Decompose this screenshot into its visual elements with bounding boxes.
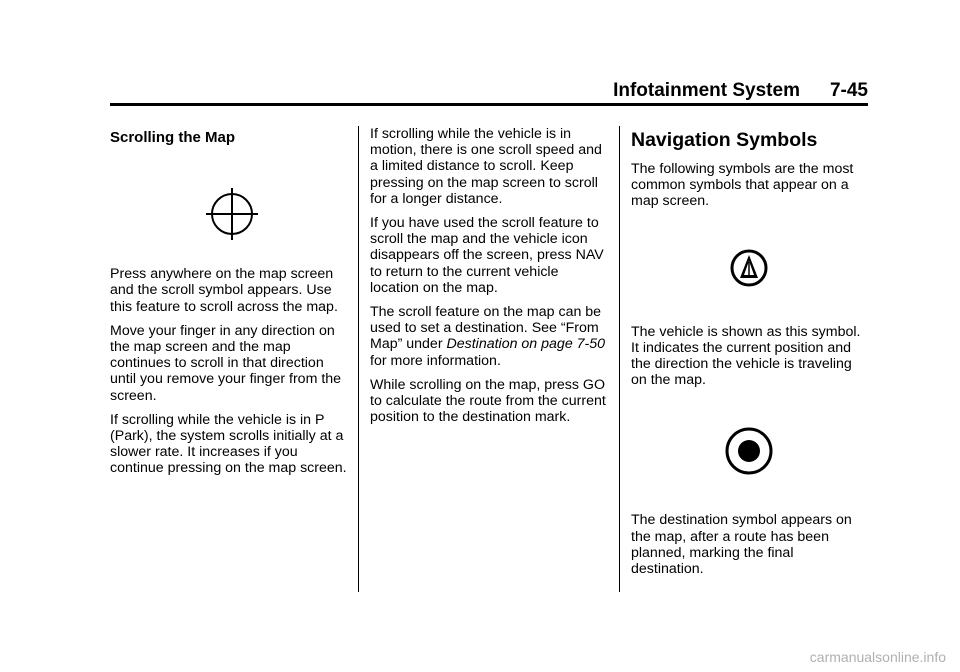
section-title: Infotainment System [613, 80, 800, 101]
crosshair-figure [110, 186, 350, 242]
heading-navigation-symbols: Navigation Symbols [631, 129, 818, 151]
cross-reference-link[interactable]: Destination on page 7-50 [446, 336, 606, 353]
paragraph-text: The scroll feature on the map can be used to set a destination. See “From Map” under [370, 304, 602, 353]
column-divider [358, 126, 359, 592]
paragraph: If you have used the scroll feature to scroll the map and the vehicle icon disappears off the screen, press NAV to return to the current vehicle location on the map. [370, 215, 604, 296]
paragraph: Move your finger in any direction on the map screen and the map continues to scroll in that direction until you remove your finger from the screen. [110, 322, 342, 404]
destination-icon [724, 426, 774, 476]
vehicle-figure [631, 248, 865, 288]
header-rule [110, 103, 868, 106]
paragraph: The destination symbol appears on the map, after a route has been planned, marking the final destination. [631, 512, 852, 578]
crosshair-icon [204, 186, 260, 242]
destination-figure [631, 426, 865, 476]
paragraph: If scrolling while the vehicle is in motion, there is one scroll speed and a limited distance to scroll. Keep pressing on the map screen to scroll for a longer distance. [370, 126, 602, 207]
paragraph: The vehicle is shown as this symbol. It indicates the current position and the direction the vehicle is traveling on the map. [631, 323, 861, 389]
vehicle-icon [729, 248, 769, 288]
paragraph: While scrolling on the map, press GO to calculate the route from the current position to the destination mark. [370, 376, 606, 426]
page-header [613, 80, 868, 102]
paragraph-text: for more information. [370, 352, 501, 369]
column-3 [631, 126, 865, 585]
column-1 [110, 126, 350, 485]
paragraph [370, 304, 610, 369]
page-number: 7-45 [829, 80, 868, 101]
paragraph: Press anywhere on the map screen and the scroll symbol appears. Use this feature to scroll across the map. [110, 266, 338, 315]
column-divider [619, 126, 620, 592]
watermark: carmanualsonline.info [809, 649, 946, 665]
column-2 [370, 126, 610, 433]
paragraph: If scrolling while the vehicle is in P (Park), the system scrolls initially at a slower rate. It increases if you continue pressing on the map screen. [110, 411, 347, 477]
subheading-scrolling: Scrolling the Map [110, 129, 236, 146]
paragraph: The following symbols are the most common symbols that appear on a map screen. [631, 161, 854, 210]
